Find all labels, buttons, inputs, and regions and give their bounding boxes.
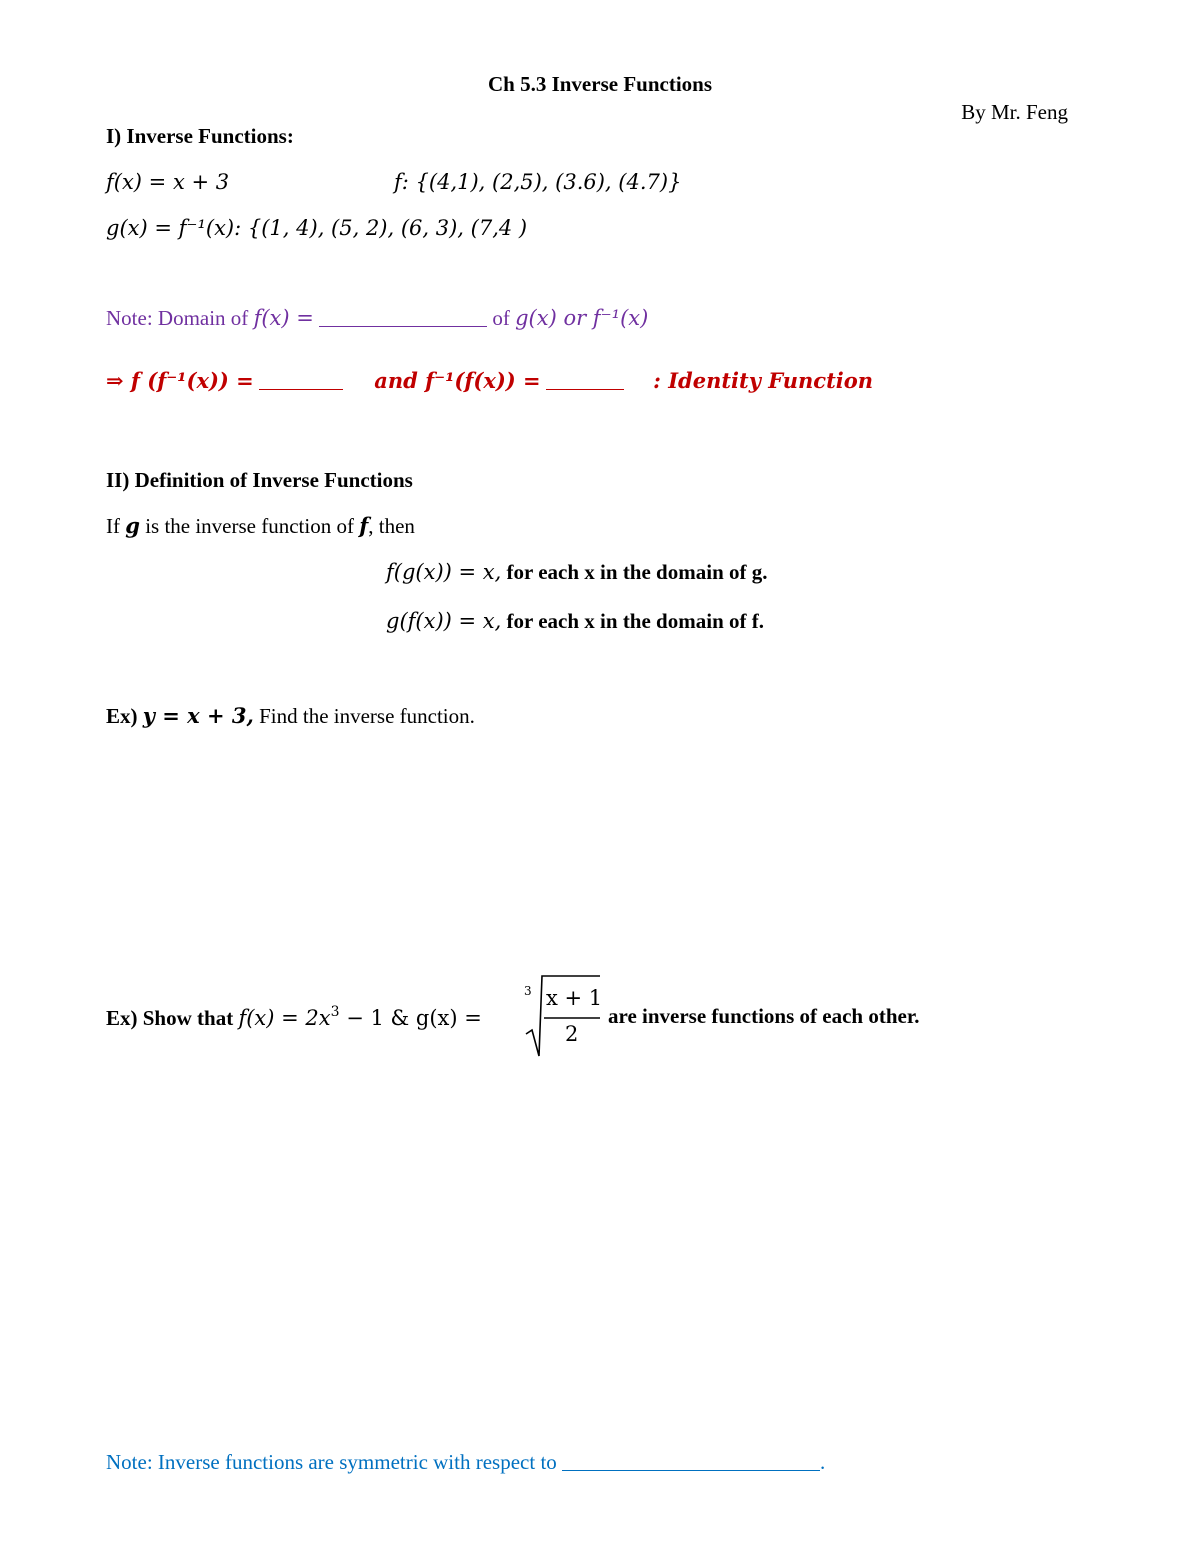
intro-text-b: is the inverse function of <box>139 514 360 538</box>
symmetry-note-end: . <box>820 1450 826 1474</box>
intro-g: g <box>125 513 140 538</box>
section1-heading: I) Inverse Functions: <box>106 124 294 148</box>
fraction-numerator: x + 1 <box>546 986 603 1010</box>
example2-f: f(x) = 2x <box>238 1006 331 1030</box>
definition-intro <box>106 513 415 539</box>
radical-sign-icon <box>522 970 604 1060</box>
f-ordered-pairs: f: {(4,1), (2,5), (3.6), (4.7)} <box>394 170 682 194</box>
f-definition: f(x) = x + 3 <box>106 170 230 194</box>
domain-note-of: of <box>487 306 516 330</box>
intro-f: f <box>359 513 369 538</box>
domain-note-fx: f(x) = <box>253 306 314 330</box>
rule2-text: for each x in the domain of f. <box>501 609 764 633</box>
symmetry-note-text: Note: Inverse functions are symmetric with respect to <box>106 1450 563 1474</box>
g-inverse-definition: g(x) = f⁻¹(x): {(1, 4), (5, 2), (6, 3), (7,4 ) <box>106 216 528 240</box>
example2-text-b: are inverse functions of each other. <box>608 1004 920 1028</box>
example1-text: Find the inverse function. <box>253 704 475 728</box>
rule-2 <box>386 609 764 634</box>
identity-and: and f⁻¹(f(x)) = <box>374 368 541 393</box>
page-title: Ch 5.3 Inverse Functions <box>487 72 713 96</box>
rule2-math: g(f(x)) = x, <box>386 609 502 633</box>
domain-note <box>106 306 648 331</box>
identity-blank-2 <box>546 375 624 390</box>
example-2 <box>106 1004 482 1031</box>
intro-text-c: , then <box>368 514 415 538</box>
domain-note-prefix: Note: Domain of <box>106 306 254 330</box>
author-line: By Mr. Feng <box>961 100 1068 124</box>
identity-label: : Identity Function <box>653 368 874 393</box>
domain-note-gx: g(x) or f⁻¹(x) <box>515 306 649 330</box>
example2-exponent: 3 <box>330 1004 340 1020</box>
symmetry-blank <box>562 1456 820 1471</box>
identity-lhs: ⇒ f (f⁻¹(x)) = <box>106 368 254 393</box>
fraction-denominator: 2 <box>565 1022 579 1046</box>
example1-label: Ex) <box>106 704 138 728</box>
section2-heading: II) Definition of Inverse Functions <box>106 468 413 492</box>
example-1 <box>106 703 475 729</box>
symmetry-note <box>106 1450 825 1475</box>
rule1-text: for each x in the domain of g. <box>501 560 768 584</box>
example2-label: Ex) <box>106 1006 138 1030</box>
example1-equation: y = x + 3, <box>142 703 254 728</box>
identity-blank-1 <box>259 375 343 390</box>
identity-line <box>106 368 873 394</box>
rule1-math: f(g(x)) = x, <box>386 560 502 584</box>
intro-text-a: If <box>106 514 126 538</box>
rule-1 <box>386 560 768 585</box>
example2-g-prefix: − 1 & g(x) = <box>339 1006 482 1030</box>
root-index: 3 <box>524 984 532 998</box>
domain-blank <box>319 312 487 327</box>
example2-text-a: Show that <box>137 1006 239 1030</box>
